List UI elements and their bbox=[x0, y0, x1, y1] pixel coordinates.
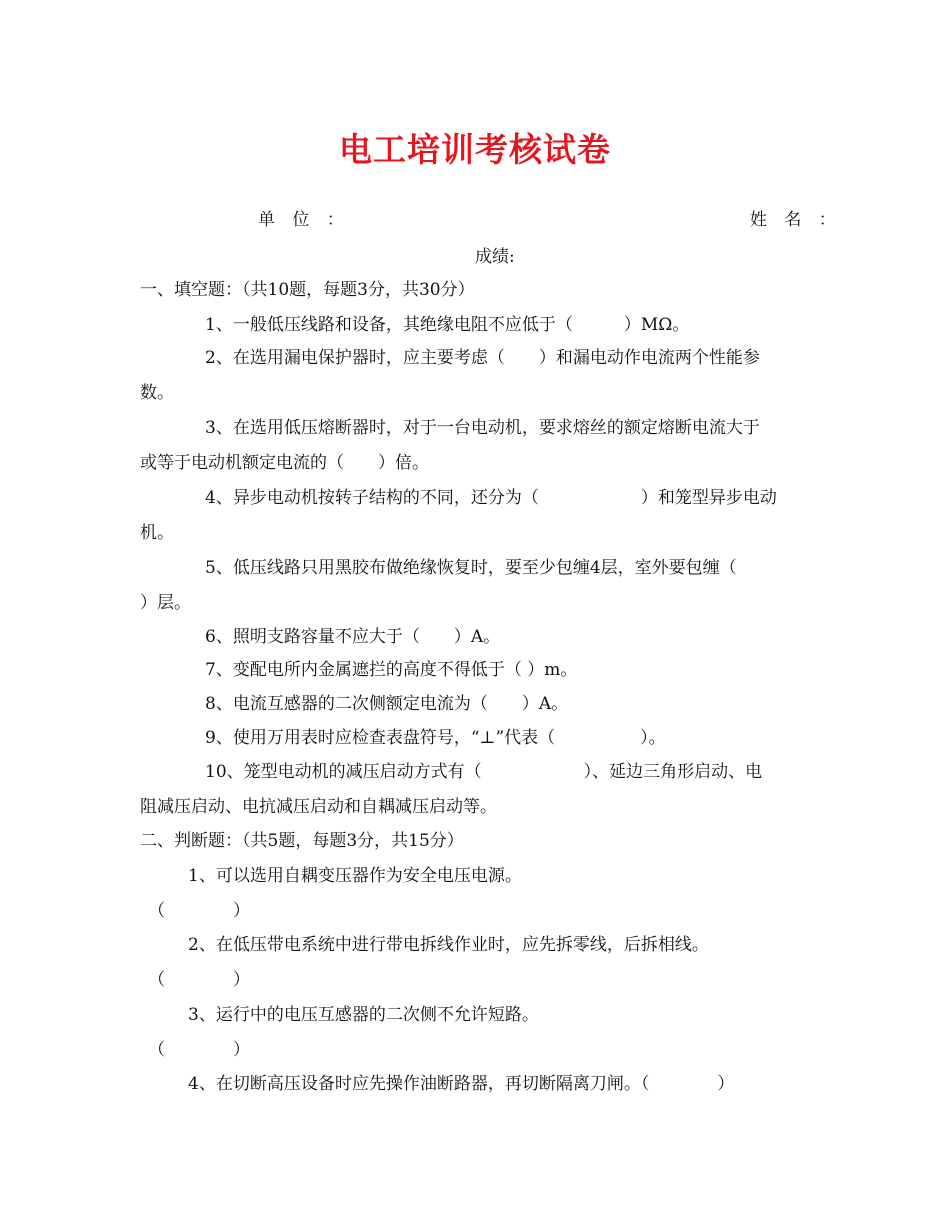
fill-question-4: 4、异步电动机按转子结构的不同，还分为（ ）和笼型异步电动 bbox=[205, 488, 777, 508]
judge-question-4: 4、在切断高压设备时应先操作油断路器，再切断隔离刀闸。（ ） bbox=[188, 1074, 735, 1094]
section-heading-true-false: 二、判断题：（共5题，每题3分，共15分） bbox=[140, 831, 464, 851]
unit-label: 单 位 ： bbox=[258, 210, 350, 230]
judge-answer-2: （ ） bbox=[148, 970, 250, 990]
name-label: 姓 名 ： bbox=[750, 210, 842, 230]
fill-question-6: 6、照明支路容量不应大于（ ）A。 bbox=[205, 627, 501, 647]
fill-question-10: 10、笼型电动机的减压启动方式有（ ）、延边三角形启动、电 bbox=[205, 762, 763, 782]
fill-question-10-cont: 阻减压启动、电抗减压启动和自耦减压启动等。 bbox=[140, 797, 497, 817]
judge-question-1: 1、可以选用自耦变压器作为安全电压电源。 bbox=[188, 866, 522, 886]
fill-question-1: 1、一般低压线路和设备，其绝缘电阻不应低于（ ）MΩ。 bbox=[205, 315, 690, 335]
fill-question-2: 2、在选用漏电保护器时，应主要考虑（ ）和漏电动作电流两个性能参 bbox=[205, 348, 760, 368]
score-label: 成绩: bbox=[475, 247, 515, 267]
judge-answer-1: （ ） bbox=[148, 901, 250, 921]
judge-question-2: 2、在低压带电系统中进行带电拆线作业时，应先拆零线，后拆相线。 bbox=[188, 935, 709, 955]
fill-question-5-cont: ）层。 bbox=[140, 593, 191, 613]
fill-question-7: 7、变配电所内金属遮拦的高度不得低于（ ）m。 bbox=[205, 660, 578, 680]
fill-question-3-cont: 或等于电动机额定电流的（ ）倍。 bbox=[140, 453, 429, 473]
fill-question-4-cont: 机。 bbox=[140, 523, 174, 543]
section-heading-fill-blank: 一、填空题：（共10题，每题3分，共30分） bbox=[140, 280, 475, 300]
fill-question-3: 3、在选用低压熔断器时，对于一台电动机，要求熔丝的额定熔断电流大于 bbox=[205, 418, 760, 438]
fill-question-2-cont: 数。 bbox=[140, 383, 174, 403]
exam-title: 电工培训考核试卷 bbox=[339, 130, 611, 169]
judge-answer-3: （ ） bbox=[148, 1040, 250, 1060]
fill-question-8: 8、电流互感器的二次侧额定电流为（ ）A。 bbox=[205, 694, 569, 714]
judge-question-3: 3、运行中的电压互感器的二次侧不允许短路。 bbox=[188, 1005, 539, 1025]
fill-question-9: 9、使用万用表时应检查表盘符号，“⊥”代表（ ）。 bbox=[205, 728, 666, 748]
fill-question-5: 5、低压线路只用黑胶布做绝缘恢复时，要至少包缠4层，室外要包缠（ bbox=[205, 558, 737, 578]
